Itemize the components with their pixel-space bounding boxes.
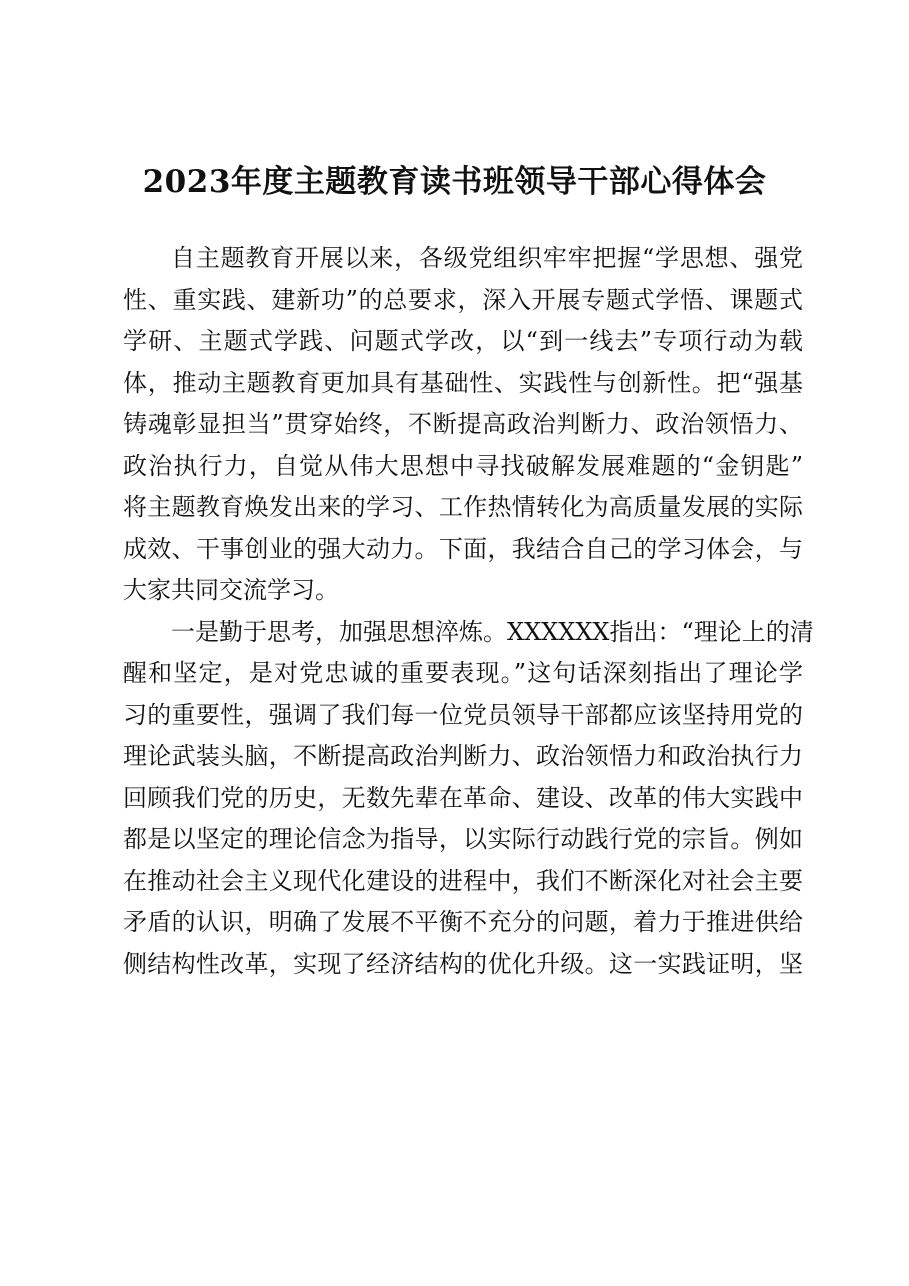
paragraph-1-line-4: 体，推动主题教育更加具有基础性、实践性与创新性。把“强基 (123, 368, 803, 397)
paragraph-1-line-7: 将主题教育焕发出来的学习、工作热情转化为高质量发展的实际 (123, 493, 803, 521)
paragraph-2-line-8: 矛盾的认识，明确了发展不平衡不充分的问题，着力于推进供给 (123, 908, 803, 936)
paragraph-1-line-5: 铸魂彰显担当”贯穿始终，不断提高政治判断力、政治领悟力、 (123, 410, 803, 438)
paragraph-1-line-9: 大家共同交流学习。 (123, 576, 339, 604)
paragraph-2-line-5: 回顾我们党的历史，无数先辈在革命、建设、改革的伟大实践中 (123, 783, 803, 812)
paragraph-1-line-6: 政治执行力，自觉从伟大思想中寻找破解发展难题的“金钥匙” (123, 451, 803, 480)
paragraph-2-line-9: 侧结构性改革，实现了经济结构的优化升级。这一实践证明，坚 (123, 949, 803, 978)
paragraph-1-line-3: 学研、主题式学践、问题式学改，以“到一线去”专项行动为载 (123, 327, 803, 355)
document-title: 2023年度主题教育读书班领导干部心得体会 (142, 164, 767, 200)
paragraph-2-line-1: 一是勤于思考，加强思想淬炼。XXXXXX指出：“理论上的清 (171, 617, 814, 646)
paragraph-1-line-2: 性、重实践、建新功”的总要求，深入开展专题式学悟、课题式 (123, 285, 803, 314)
paragraph-2-line-6: 都是以坚定的理论信念为指导，以实际行动践行党的宗旨。例如 (123, 825, 803, 853)
paragraph-1-line-1: 自主题教育开展以来，各级党组织牢牢把握“学思想、强党 (171, 244, 803, 272)
paragraph-1-line-8: 成效、干事创业的强大动力。下面，我结合自己的学习体会，与 (123, 534, 803, 563)
paragraph-2-line-3: 习的重要性，强调了我们每一位党员领导干部都应该坚持用党的 (123, 700, 803, 729)
paragraph-2-line-2: 醒和坚定，是对党忠诚的重要表现。”这句话深刻指出了理论学 (123, 659, 803, 687)
document-body (123, 238, 814, 985)
paragraph-2-line-4: 理论武装头脑，不断提高政治判断力、政治领悟力和政治执行力 (123, 742, 803, 770)
paragraph-2-line-7: 在推动社会主义现代化建设的进程中，我们不断深化对社会主要 (123, 866, 803, 895)
